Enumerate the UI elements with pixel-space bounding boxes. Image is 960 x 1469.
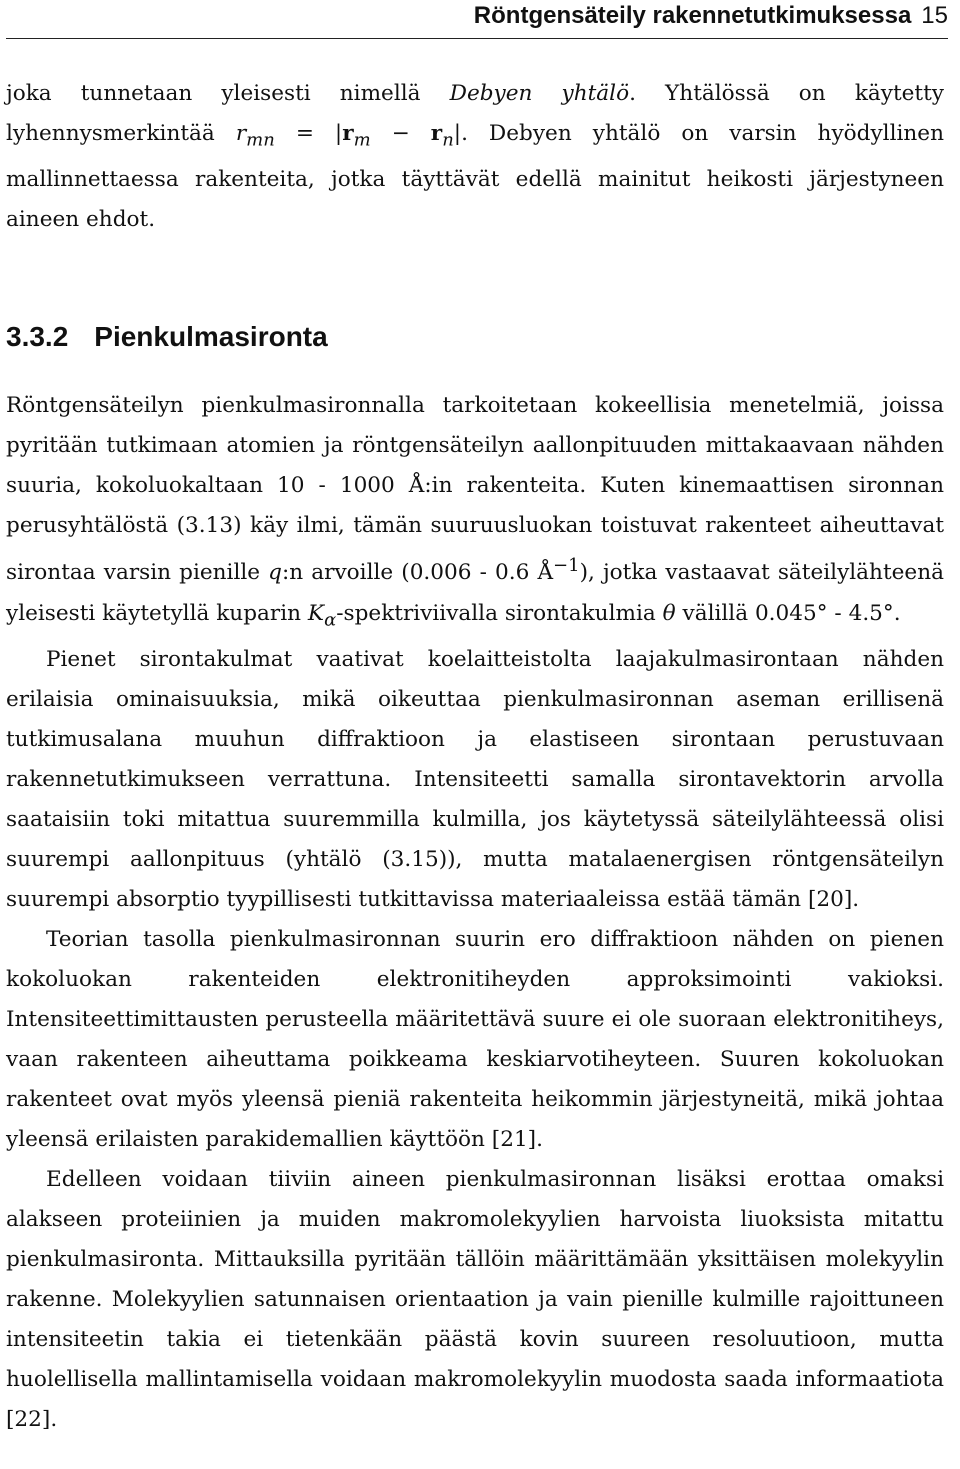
formula-equals: = |	[274, 121, 343, 146]
para1-text-a: Röntgensäteilyn pienkulmasironnalla tarkoitetaan kokeellisia menetelmiä, joissa pyritään tutkimaan atomien ja röntgensäteilyn aallonpituuden mittakaavaan nähden suuria, kokoluokaltaan 10 - 1000 Å:in rakenteita. Kuten kinemaattisen sironnan perusyhtälöstä (3.13) käy ilmi, tämän suuruusluokan toistuvat rakenteet aiheuttavat sirontaa varsin pienille	[6, 393, 944, 586]
intro-text-a: joka tunnetaan yleisesti nimellä	[6, 81, 450, 106]
superscript-minus-one: −1	[553, 555, 580, 577]
running-head-title: Röntgensäteily rakennetutkimuksessa	[473, 2, 912, 29]
formula-r: r	[235, 121, 247, 146]
symbol-k: K	[307, 600, 325, 626]
paragraph-3: Teorian tasolla pienkulmasironnan suurin ero diffraktioon nähden on pienen kokoluokan rakenteiden elektronitiheyden approksimointi vakioksi. Intensiteettimittausten perusteella määritettävä suure ei ole suoraan elektronitiheys, vaan rakenteen aiheuttama poikkeama keskiarvotiheyteen. Suuren kokoluokan rakenteet ovat myös yleensä pieniä rakenteita heikommin järjestyneitä, mikä johtaa yleensä erilaisten parakidemallien käyttöön [21].	[6, 926, 944, 1152]
page-number: 15	[921, 2, 948, 29]
vector-rm: r	[342, 121, 354, 146]
formula-sub-n: n	[442, 129, 454, 151]
para1-text-d: -spektriviivalla sirontakulmia	[336, 600, 663, 626]
symbol-k-alpha: α	[324, 608, 337, 630]
symbol-q: q	[268, 560, 282, 586]
running-head	[6, 0, 948, 39]
intro-paragraph	[6, 74, 944, 240]
formula-sub-mn: mn	[246, 129, 275, 151]
section-title: Pienkulmasironta	[94, 321, 328, 353]
intro-text-b: . Yhtälössä on käytetty lyhennysmerkintää	[6, 81, 944, 146]
formula-abs-close: |	[453, 121, 462, 146]
paragraph-2: Pienet sirontakulmat vaativat koelaitteistolta laajakulmasirontaan nähden erilaisia ominaisuuksia, mikä oikeuttaa pienkulmasironnan aseman erillisenä tutkimusalana muuhun diffraktioon ja elastiseen sirontaan perustuvaan rakennetutkimukseen verrattuna. Intensiteetti samalla sirontavektorin arvolla saataisiin toki mitattua suuremmilla kulmilla, jos käytetyssä säteilylähteessä olisi suurempi aallonpituus (yhtälö (3.15)), mutta matalaenergisen röntgensäteilyn suurempi absorptio tyypillisesti tutkittavissa materiaaleissa estää tämän [20].	[6, 646, 944, 912]
symbol-theta: θ	[662, 600, 676, 626]
section-number: 3.3.2	[6, 321, 69, 353]
body-text	[6, 74, 944, 1440]
formula-sub-m: m	[353, 129, 371, 151]
vector-rn: r	[430, 121, 443, 146]
debye-term: Debyen yhtälö	[449, 81, 630, 106]
formula-minus: −	[370, 121, 431, 146]
paragraph-4: Edelleen voidaan tiiviin aineen pienkulmasironnan lisäksi erottaa omaksi alakseen proteiinien ja muiden makromolekyylien harvoista liuoksista mitattu pienkulmasironta. Mittauksilla pyritään tällöin määrittämään yksittäisen molekyylin rakenne. Molekyylien satunnaisen orientaation ja vain pienille kulmille rajoittuneen intensiteetin takia ei tietenkään päästä kovin suureen resoluutioon, mutta huolellisella mallintamisella voidaan makromolekyylin muodosta saada informaatiota [22].	[6, 1166, 944, 1432]
para1-text-c: ), jotka vastaavat säteilylähteenä yleisesti käytetyllä kuparin	[6, 560, 944, 626]
section-heading	[6, 319, 944, 355]
para1-text-b: :n arvoille (0.006 - 0.6 Å	[281, 560, 554, 586]
para1-text-e: välillä 0.045° - 4.5°.	[675, 600, 901, 626]
paragraph-1	[6, 386, 944, 640]
intro-text-c: . Debyen yhtälö on varsin hyödyllinen mallinnettaessa rakenteita, jotka täyttävät edellä mainitut heikosti järjestyneen aineen ehdot.	[6, 121, 944, 233]
